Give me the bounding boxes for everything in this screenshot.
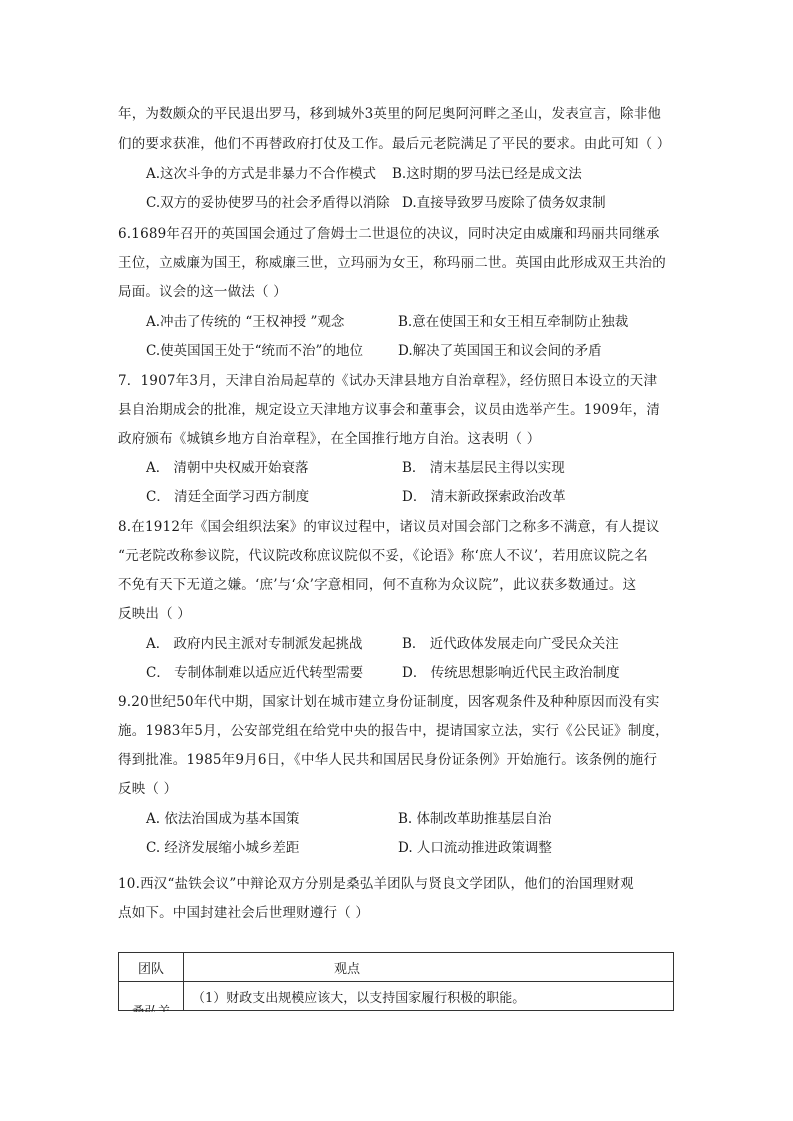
q8-line-3: 不免有天下无道之嫌。‘庶’与‘众’字意相同，何不直称为众议院”，此议获多数通过。这 [118,577,637,593]
q7-option-a: A． 清朝中央权威开始衰落 [146,460,309,476]
q8-option-c: C． 专制体制难以适应近代转型需要 [146,665,364,681]
table-row [119,982,674,1011]
q10-line-1: 10.西汉“盐铁会议”中辩论双方分别是桑弘羊团队与贤良文学团队，他们的治国理财观 [118,876,634,892]
q6-line-1: 6.1689年召开的英国国会通过了詹姆士二世退位的决议，同时决定由威廉和玛丽共同继承 [118,226,660,242]
q5-line-1: 年，为数颇众的平民退出罗马，移到城外3英里的阿尼奥阿河畔之圣山，发表宣言，除非他 [118,106,662,122]
q8-line-4: 反映出（ ） [118,606,191,622]
q5-option-d: D.直接导致罗马废除了债务奴隶制 [402,195,606,211]
q6-option-d: D.解决了英国国王和议会间的矛盾 [398,343,602,359]
q9-line-1: 9.20世纪50年代中期，国家计划在城市建立身份证制度，因客观条件及种种原因而没有实 [118,694,660,710]
q9-option-a: A. 依法治国成为基本国策 [146,811,300,827]
q9-line-3: 得到批准。1985年9月6日，《中华人民共和国居民身份证条例》开始施行。该条例的施行 [118,752,658,768]
viewpoint-table [118,952,674,1011]
q9-line-2: 施。1983年5月，公安部党组在给党中央的报告中，提请国家立法，实行《公民证》制度， [118,723,669,739]
q7-line-3: 政府颁布《城镇乡地方自治章程》，在全国推行地方自治。这表明（ ） [118,431,541,447]
q6-option-a: A.冲击了传统的 “王权神授 ”观念 [146,314,345,330]
q7-line-2: 县自治期成会的批准，规定设立天津地方议事会和董事会，议员由选举产生。1909年，清 [118,402,661,418]
table-row-view: （1）财政支出规模应该大，以支持国家履行积极的职能。 [184,982,674,1011]
q8-option-b: B． 近代政体发展走向广受民众关注 [402,636,619,652]
table-header-team: 团队 [119,953,184,982]
q8-line-2: “元老院改称参议院，代议院改称庶议院似不妥，《论语》称‘庶人不议’，若用庶议院之名 [118,548,648,564]
q9-option-b: B. 体制改革助推基层自治 [398,811,552,827]
q5-option-c: C.双方的妥协使罗马的社会矛盾得以消除 [146,195,390,211]
q6-line-3: 局面。议会的这一做法（ ） [118,284,287,300]
q9-line-4: 反映（ ） [118,781,178,797]
q7-option-d: D． 清末新政探索政治改革 [402,489,566,505]
table-row-team [119,982,184,1011]
q8-line-1: 8.在1912年《国会组织法案》的审议过程中，诸议员对国会部门之称多不满意，有人提议 [118,519,660,535]
q6-line-2: 王位，立威廉为国王，称威廉三世，立玛丽为女王，称玛丽二世。英国由此形成双王共治的 [118,255,666,271]
q6-option-c: C.使英国国王处于“统而不治”的地位 [146,343,363,359]
table-header-view: 观点 [184,953,674,982]
table-header-row [119,953,674,982]
q8-option-a: A． 政府内民主派对专制派发起挑战 [146,636,363,652]
q5-option-b: B.这时期的罗马法已经是成文法 [392,166,582,182]
q9-option-d: D. 人口流动推进政策调整 [398,840,552,856]
q7-line-1: 7．1907年3月，天津自治局起草的《试办天津县地方自治章程》，经仿照日本设立的天津 [118,373,658,389]
q6-option-b: B.意在使国王和女王相互牵制防止独裁 [398,314,629,330]
page-bottom-margin [0,1012,793,1121]
q8-option-d: D． 传统思想影响近代民主政治制度 [402,665,620,681]
q5-option-a: A.这次斗争的方式是非暴力不合作模式 [146,166,377,182]
q7-option-c: C． 清廷全面学习西方制度 [146,489,310,505]
q7-option-b: B． 清末基层民主得以实现 [402,460,565,476]
q5-line-2: 们的要求获准，他们不再替政府打仗及工作。最后元老院满足了平民的要求。由此可知（ ） [118,136,671,152]
q9-option-c: C. 经济发展缩小城乡差距 [146,840,300,856]
q10-line-2: 点如下。中国封建社会后世理财遵行（ ） [118,905,370,921]
